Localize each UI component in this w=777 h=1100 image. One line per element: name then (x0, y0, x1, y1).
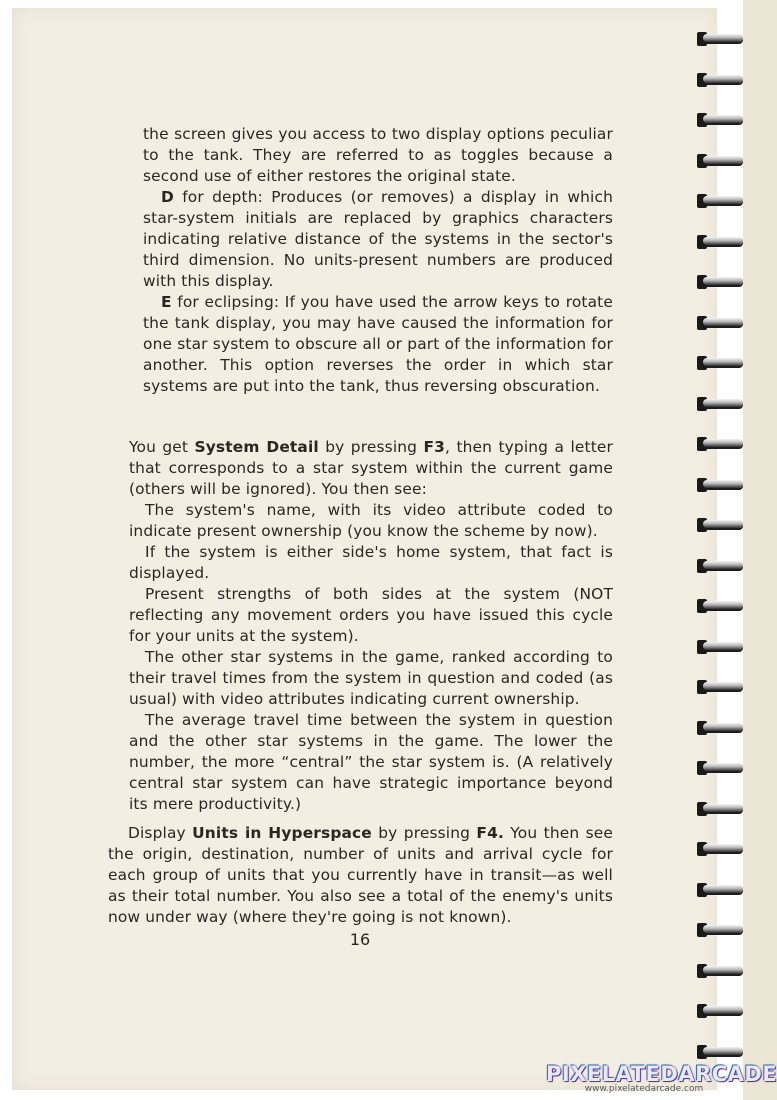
spiral-coil (697, 597, 743, 615)
spiral-coil (697, 71, 743, 89)
spiral-coil (697, 1043, 743, 1061)
detail-item-name: The system's name, with its video attribute coded to indicate present ownership (you know the scheme by now). (129, 501, 613, 540)
hyperspace-text-a: Display (128, 824, 193, 842)
spiral-coil (697, 273, 743, 291)
depth-key-label: D (161, 188, 174, 206)
spiral-coil (697, 354, 743, 372)
spiral-coil (697, 30, 743, 48)
spiral-coil (697, 881, 743, 899)
spiral-coil (697, 921, 743, 939)
spiral-coil (697, 1002, 743, 1020)
spiral-coil (697, 395, 743, 413)
spiral-coil (697, 719, 743, 737)
spiral-coil (697, 435, 743, 453)
toggles-intro-paragraph: the screen gives you access to two display options peculiar to the tank. They are referred to as toggles because a second use of either restores the original state. (143, 125, 613, 185)
spiral-coil (697, 233, 743, 251)
eclipse-toggle-text: for eclipsing: If you have used the arrow keys to rotate the tank display, you may have caused the information for one star system to obscure all or part of the information for another. This option reverses the order in which star systems are put into the tank, thus reversing obscuration. (143, 293, 613, 395)
intro-text-e: , then typing a letter that corresponds to a star system within the current game (others will be ignored). You then see: (129, 438, 613, 498)
spiral-coil (697, 111, 743, 129)
watermark-url: www.pixelatedarcade.com (584, 1084, 704, 1094)
spiral-coil (697, 759, 743, 777)
spiral-coil (697, 840, 743, 858)
intro-text-a: You get (129, 438, 195, 456)
detail-item-average-travel: The average travel time between the system in question and the other star systems in the game. The lower the number, the more “central” the star system is. (A relatively central star system can have strategic importance beyond its mere productivity.) (129, 711, 613, 813)
units-in-hyperspace-heading: Units in Hyperspace (192, 824, 372, 842)
depth-toggle-paragraph (143, 187, 613, 292)
eclipse-toggle-paragraph (143, 292, 613, 397)
spiral-coil (697, 516, 743, 534)
spiral-coil (697, 192, 743, 210)
system-detail-intro (129, 437, 613, 500)
depth-toggle-text: for depth: Produces (or removes) a display in which star-system initials are replaced by graphics characters indicating relative distance of the systems in the sector's third dimension. No units-present numbers are produced with this display. (143, 188, 613, 290)
watermark (546, 1062, 777, 1094)
hyperspace-text-e: You then see the origin, destination, number of units and arrival cycle for each group of units that you currently have in transit—as well as their total number. You also see a total of the enemy's units now under way (where they're going is not known). (108, 824, 614, 926)
hyperspace-section (108, 823, 613, 928)
spiral-coil (697, 800, 743, 818)
detail-item-strengths: Present strengths of both sides at the system (NOT reflecting any movement orders you have issued this cycle for your units at the system). (129, 585, 613, 645)
hyperspace-text-c: by pressing (371, 824, 477, 842)
intro-text-c: by pressing (318, 438, 424, 456)
spiral-coil (697, 962, 743, 980)
spiral-coil (697, 678, 743, 696)
hyperspace-paragraph (108, 823, 613, 928)
spiral-binding (693, 30, 743, 1070)
toggle-options-section (143, 124, 613, 397)
system-detail-section (129, 437, 613, 815)
detail-item-ranked-systems: The other star systems in the game, ranked according to their travel times from the system in question and coded (as usual) with video attributes indicating current ownership. (129, 648, 613, 708)
spiral-coil (697, 638, 743, 656)
spiral-coil (697, 557, 743, 575)
system-detail-heading: System Detail (194, 438, 319, 456)
detail-item-home: If the system is either side's home system, that fact is displayed. (129, 543, 613, 582)
spiral-coil (697, 314, 743, 332)
f3-key-label: F3 (423, 438, 445, 456)
eclipse-key-label: E (161, 293, 172, 311)
spiral-coil (697, 476, 743, 494)
f4-key-label: F4. (476, 824, 504, 842)
page-number: 16 (349, 930, 371, 949)
watermark-logo-text: PIXELATEDARCADE (546, 1062, 777, 1086)
spiral-coil (697, 152, 743, 170)
